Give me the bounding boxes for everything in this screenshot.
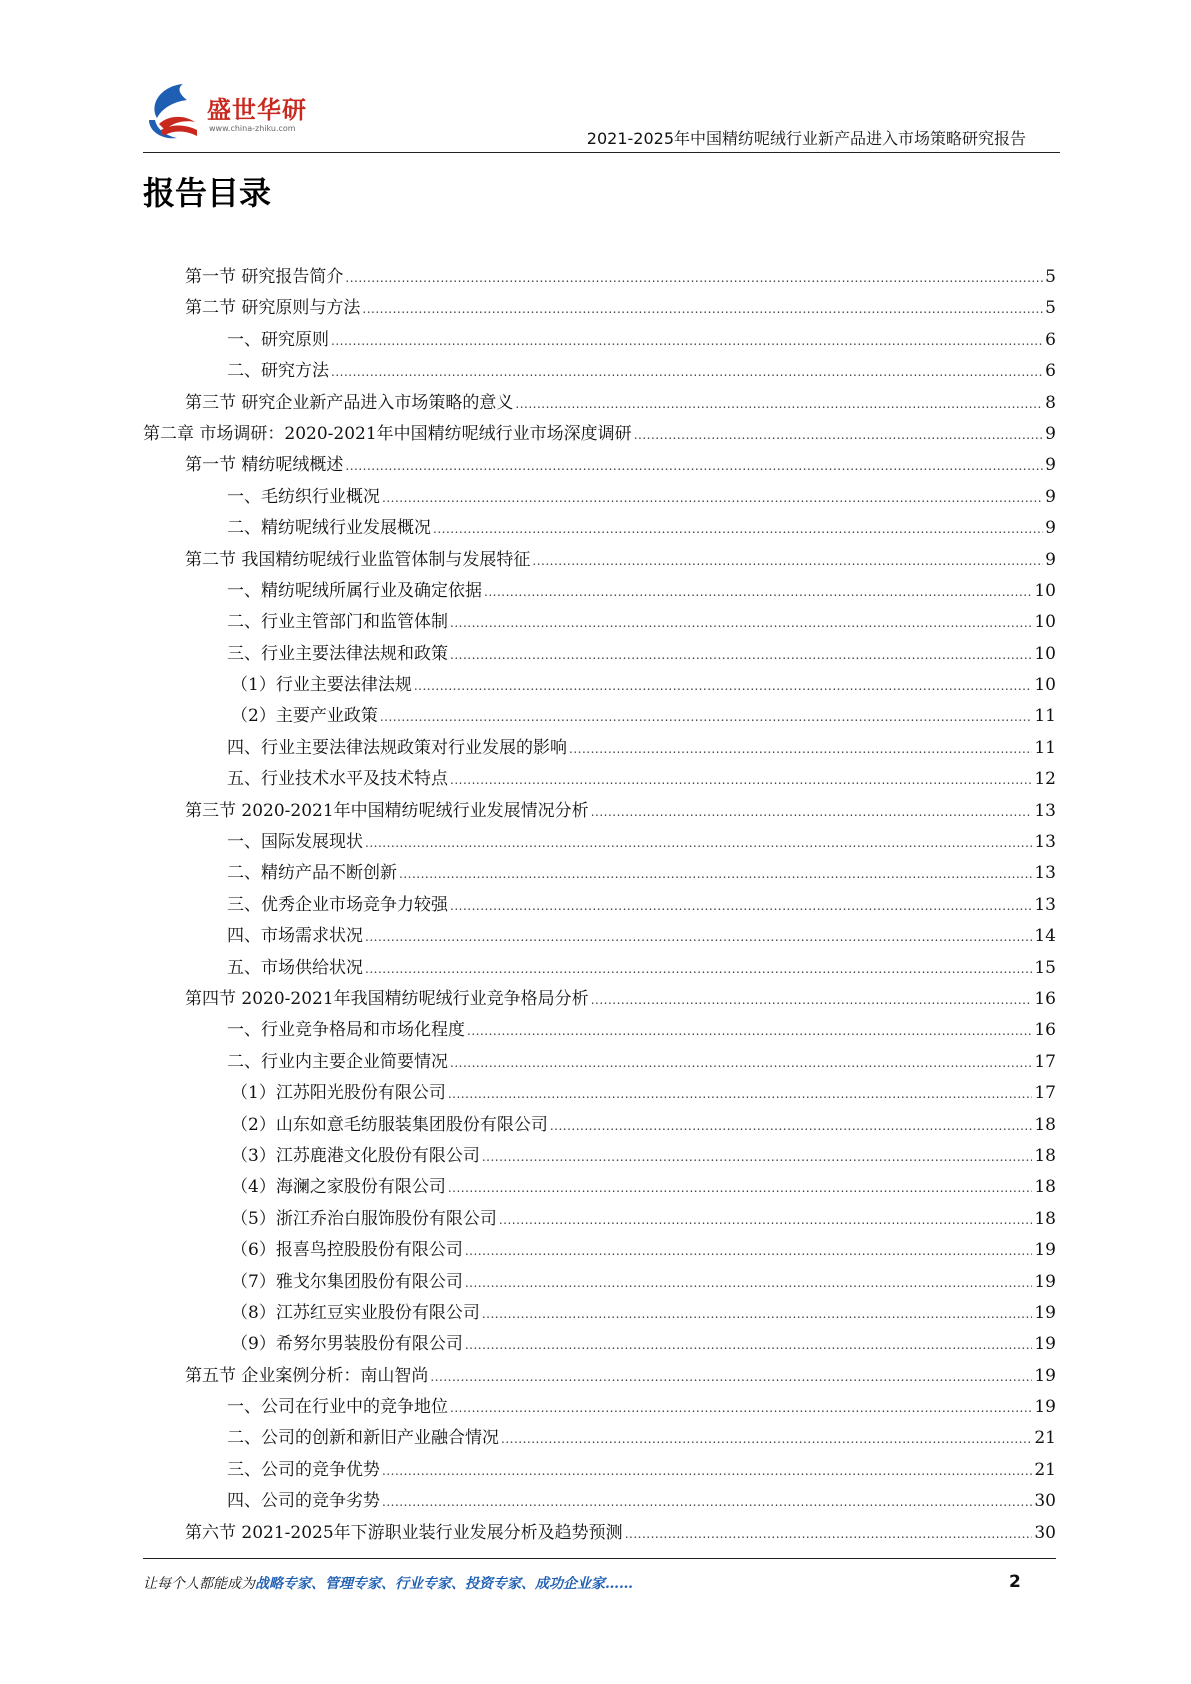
toc-entry-page: 21 [1034,1428,1056,1449]
toc-dot-leader [501,1423,1032,1454]
toc-dot-leader [591,984,1033,1015]
toc-entry-page: 16 [1034,988,1056,1009]
toc-entry[interactable] [143,325,1056,356]
toc-entry-label: 一、国际发展现状 [227,832,363,853]
toc-dot-leader [625,1518,1033,1549]
table-of-contents [143,262,1056,1549]
toc-entry[interactable] [143,1015,1056,1046]
toc-entry[interactable] [143,639,1056,670]
toc-dot-leader [450,890,1032,921]
toc-dot-leader [382,1455,1032,1486]
toc-entry[interactable] [143,1455,1056,1486]
toc-entry-label: 一、公司在行业中的竞争地位 [227,1397,448,1418]
page-title: 报告目录 [143,174,272,212]
footer-divider [143,1558,1056,1559]
footer-slogan-highlight: 战略专家、管理专家、行业专家、投资专家、成功企业家…… [255,1576,633,1592]
toc-entry-page: 9 [1045,518,1056,539]
toc-entry-page: 10 [1034,675,1056,696]
report-title: 2021-2025年中国精纺呢绒行业新产品进入市场策略研究报告 [586,129,1026,148]
toc-entry-label: 三、优秀企业市场竞争力较强 [227,894,448,915]
toc-dot-leader [365,921,1032,952]
toc-entry[interactable] [143,1110,1056,1141]
toc-entry-label: 一、精纺呢绒所属行业及确定依据 [227,580,482,601]
toc-entry[interactable] [143,733,1056,764]
toc-entry-page: 6 [1045,329,1056,350]
toc-entry-label: 五、行业技术水平及技术特点 [227,769,448,790]
toc-dot-leader [382,1486,1032,1517]
toc-dot-leader [382,482,1043,513]
toc-entry[interactable] [143,1329,1056,1360]
toc-entry-label: 第二节 我国精纺呢绒行业监管体制与发展特征 [185,549,531,570]
toc-entry-label: （1）行业主要法律法规 [231,675,412,696]
toc-entry[interactable] [143,482,1056,513]
toc-entry-label: 第六节 2021-2025年下游职业装行业发展分析及趋势预测 [185,1522,623,1543]
footer-slogan [143,1573,633,1593]
toc-entry-page: 6 [1045,361,1056,382]
toc-entry[interactable] [143,513,1056,544]
toc-dot-leader [414,670,1033,701]
toc-dot-leader [450,1392,1032,1423]
toc-entry-page: 19 [1034,1240,1056,1261]
toc-dot-leader [380,701,1033,732]
toc-entry-label: 第三节 2020-2021年中国精纺呢绒行业发展情况分析 [185,800,589,821]
toc-entry-label: 二、研究方法 [227,361,329,382]
toc-entry-page: 30 [1034,1491,1056,1512]
toc-entry-page: 18 [1034,1208,1056,1229]
toc-entry-label: （2）山东如意毛纺服装集团股份有限公司 [231,1114,548,1135]
toc-entry-label: （7）雅戈尔集团股份有限公司 [231,1271,463,1292]
toc-entry-page: 19 [1034,1334,1056,1355]
toc-dot-leader [448,1078,1033,1109]
toc-entry-label: 二、精纺呢绒行业发展概况 [227,518,431,539]
toc-entry-label: 第一节 精纺呢绒概述 [185,455,344,476]
toc-dot-leader [450,639,1032,670]
toc-dot-leader [634,419,1043,450]
toc-dot-leader [467,1015,1032,1046]
toc-entry[interactable] [143,262,1056,293]
toc-dot-leader [362,293,1043,324]
toc-dot-leader [569,733,1032,764]
toc-entry-label: （9）希努尔男装股份有限公司 [231,1334,463,1355]
toc-dot-leader [532,545,1043,576]
toc-dot-leader [365,827,1032,858]
toc-dot-leader [515,388,1043,419]
toc-entry-label: 第四节 2020-2021年我国精纺呢绒行业竞争格局分析 [185,988,589,1009]
toc-entry-label: （5）浙江乔治白服饰股份有限公司 [231,1208,497,1229]
toc-dot-leader [345,262,1043,293]
page-header [0,0,1191,160]
toc-entry-label: 五、市场供给状况 [227,957,363,978]
toc-entry-page: 10 [1034,612,1056,633]
toc-entry[interactable] [143,1361,1056,1392]
toc-dot-leader [365,953,1032,984]
page-number: 2 [1009,1572,1021,1592]
toc-entry[interactable] [143,1423,1056,1454]
toc-entry[interactable] [143,858,1056,889]
toc-entry-label: 二、精纺产品不断创新 [227,863,397,884]
toc-entry-page: 13 [1034,863,1056,884]
toc-entry-page: 21 [1034,1459,1056,1480]
toc-entry[interactable] [143,1235,1056,1266]
toc-entry-page: 5 [1045,267,1056,287]
toc-entry-page: 17 [1034,1051,1056,1072]
toc-dot-leader [331,325,1043,356]
toc-entry[interactable] [143,764,1056,795]
toc-entry[interactable] [143,701,1056,732]
company-logo [143,80,313,146]
toc-entry-label: 四、行业主要法律法规政策对行业发展的影响 [227,737,567,758]
toc-entry-label: （2）主要产业政策 [231,706,378,727]
toc-entry-page: 11 [1034,737,1056,758]
toc-entry-page: 9 [1045,549,1056,570]
toc-dot-leader [331,356,1043,387]
toc-entry-label: 四、公司的竞争劣势 [227,1491,380,1512]
toc-entry-page: 18 [1034,1177,1056,1198]
toc-dot-leader [433,513,1043,544]
toc-dot-leader [550,1110,1033,1141]
toc-entry[interactable] [143,796,1056,827]
toc-entry[interactable] [143,607,1056,638]
toc-dot-leader [465,1235,1033,1266]
toc-dot-leader [399,858,1032,889]
toc-entry-page: 13 [1034,832,1056,853]
toc-entry-page: 15 [1034,957,1056,978]
footer-slogan-prefix: 让每个人都能成为 [143,1576,255,1592]
toc-entry-page: 11 [1034,706,1056,727]
toc-entry-label: 四、市场需求状况 [227,926,363,947]
toc-entry-page: 17 [1034,1083,1056,1104]
toc-entry[interactable] [143,293,1056,324]
toc-entry-label: 一、毛纺织行业概况 [227,486,380,507]
toc-entry[interactable] [143,1298,1056,1329]
toc-entry-page: 13 [1034,800,1056,821]
toc-entry[interactable] [143,1267,1056,1298]
toc-dot-leader [430,1361,1032,1392]
shengshi-huayan-logo-icon [143,80,205,144]
toc-entry-page: 19 [1034,1365,1056,1386]
toc-entry-label: 一、行业竞争格局和市场化程度 [227,1020,465,1041]
logo-text: 盛世华研 [207,96,307,124]
toc-dot-leader [448,1172,1033,1203]
toc-entry-label: 第二章 市场调研：2020-2021年中国精纺呢绒行业市场深度调研 [143,423,632,444]
toc-entry-page: 10 [1034,643,1056,664]
toc-entry[interactable] [143,388,1056,419]
toc-entry[interactable] [143,1392,1056,1423]
toc-entry[interactable] [143,545,1056,576]
toc-entry[interactable] [143,1518,1056,1549]
logo-url: www.china-zhiku.com [209,124,296,133]
toc-entry[interactable] [143,1172,1056,1203]
toc-entry[interactable] [143,1141,1056,1172]
toc-entry[interactable] [143,1486,1056,1517]
toc-entry[interactable] [143,419,1056,450]
toc-entry-label: 第五节 企业案例分析：南山智尚 [185,1365,429,1386]
toc-dot-leader [499,1204,1033,1235]
toc-dot-leader [450,1047,1032,1078]
toc-entry-page: 8 [1045,392,1056,413]
toc-entry[interactable] [143,827,1056,858]
toc-entry-label: 二、行业内主要企业简要情况 [227,1051,448,1072]
toc-entry[interactable] [143,953,1056,984]
toc-entry[interactable] [143,576,1056,607]
toc-entry-label: 三、行业主要法律法规和政策 [227,643,448,664]
toc-entry-page: 19 [1034,1271,1056,1292]
toc-entry-page: 10 [1034,580,1056,601]
toc-entry-label: （3）江苏鹿港文化股份有限公司 [231,1145,480,1166]
toc-entry-label: 二、公司的创新和新旧产业融合情况 [227,1428,499,1449]
toc-entry[interactable] [143,356,1056,387]
toc-entry[interactable] [143,1078,1056,1109]
toc-entry-label: （4）海澜之家股份有限公司 [231,1177,446,1198]
toc-entry-page: 19 [1034,1397,1056,1418]
toc-entry-page: 9 [1045,423,1056,444]
toc-entry-label: （6）报喜鸟控股股份有限公司 [231,1240,463,1261]
toc-entry-label: 三、公司的竞争优势 [227,1459,380,1480]
toc-entry-page: 16 [1034,1020,1056,1041]
toc-entry-page: 9 [1045,455,1056,476]
toc-entry-page: 30 [1034,1522,1056,1543]
toc-entry-label: （8）江苏红豆实业股份有限公司 [231,1302,480,1323]
toc-dot-leader [450,607,1032,638]
toc-dot-leader [345,450,1043,481]
toc-entry-label: 第一节 研究报告简介 [185,267,344,287]
toc-entry-label: 第二节 研究原则与方法 [185,298,361,319]
toc-entry-label: 第三节 研究企业新产品进入市场策略的意义 [185,392,514,413]
toc-entry[interactable] [143,1047,1056,1078]
toc-entry-label: （1）江苏阳光股份有限公司 [231,1083,446,1104]
toc-entry[interactable] [143,670,1056,701]
toc-dot-leader [465,1329,1033,1360]
toc-entry-page: 9 [1045,486,1056,507]
toc-entry-page: 19 [1034,1302,1056,1323]
toc-entry-page: 13 [1034,894,1056,915]
toc-dot-leader [450,764,1032,795]
toc-entry-page: 18 [1034,1145,1056,1166]
toc-entry-page: 5 [1045,298,1056,319]
toc-entry-page: 12 [1034,769,1056,790]
toc-entry[interactable] [143,450,1056,481]
toc-entry[interactable] [143,921,1056,952]
toc-entry-page: 14 [1034,926,1056,947]
toc-entry[interactable] [143,1204,1056,1235]
toc-entry-label: 二、行业主管部门和监管体制 [227,612,448,633]
toc-dot-leader [482,1141,1033,1172]
toc-entry[interactable] [143,984,1056,1015]
toc-entry[interactable] [143,890,1056,921]
toc-entry-label: 一、研究原则 [227,329,329,350]
toc-dot-leader [484,576,1032,607]
toc-dot-leader [482,1298,1033,1329]
header-divider [143,152,1060,153]
toc-dot-leader [465,1267,1033,1298]
toc-entry-page: 18 [1034,1114,1056,1135]
toc-dot-leader [591,796,1033,827]
